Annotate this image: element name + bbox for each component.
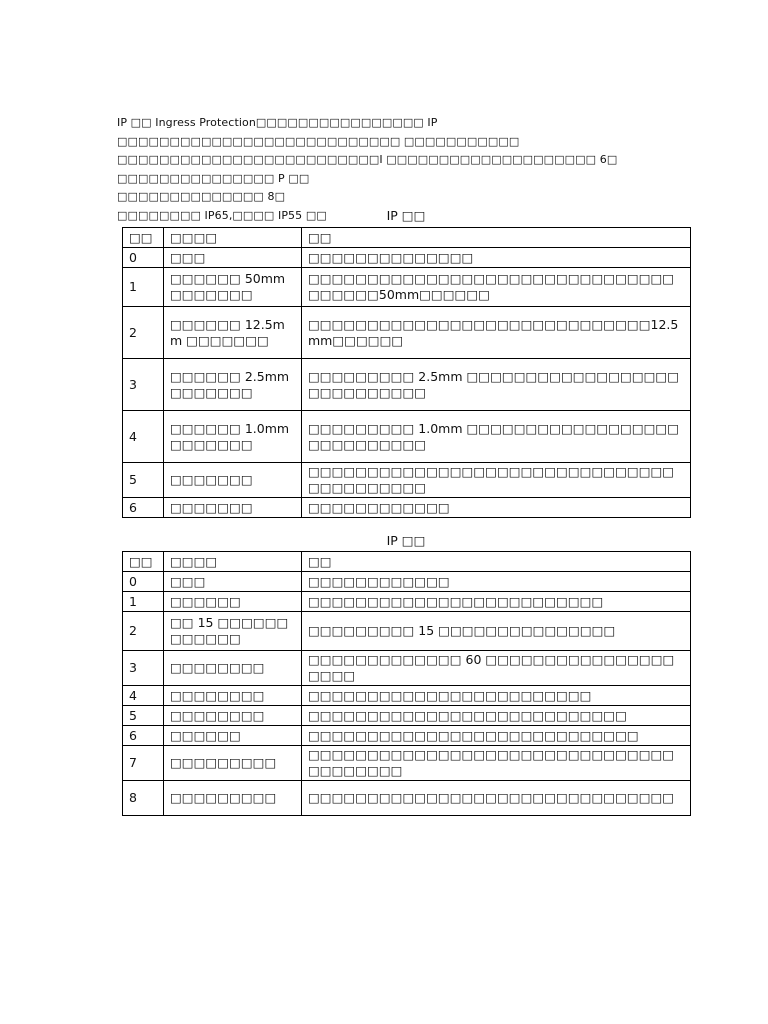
header-level: □□ [123, 552, 164, 572]
header-description: □□ [302, 228, 691, 248]
header-level: □□ [123, 228, 164, 248]
header-description: □□ [302, 552, 691, 572]
level-cell: 4 [123, 411, 164, 463]
water-table-body [123, 552, 691, 816]
description-cell: □□□□□□□□□□□□□ 60 □□□□□□□□□□□□□□□□□□□□ [302, 651, 691, 686]
level-cell: 4 [123, 686, 164, 706]
dust-protection-table [122, 227, 691, 518]
table-row [123, 592, 691, 612]
intro-line: □□□□□□□□□□□□□□ 8□ [117, 190, 286, 203]
description-cell: □□□□□□□□□□□□□□□□□□□□□□□□□□□□□□□ [302, 781, 691, 816]
description-cell: □□□□□□□□□□□□□□□□□□□□□□□□□ [302, 592, 691, 612]
level-cell: 3 [123, 359, 164, 411]
protection-cell: □□□□□□□□ [164, 686, 302, 706]
level-cell: 0 [123, 572, 164, 592]
level-cell: 7 [123, 746, 164, 781]
description-cell: □□□□□□□□□ 1.0mm □□□□□□□□□□□□□□□□□□□□□□□□□□□□ [302, 411, 691, 463]
table-row [123, 651, 691, 686]
description-cell: □□□□□□□□□ 15 □□□□□□□□□□□□□□□ [302, 612, 691, 651]
header-protection: □□□□ [164, 552, 302, 572]
table-row [123, 572, 691, 592]
water-protection-table [122, 551, 691, 816]
description-cell: □□□□□□□□□□□□□□□□□□□□□□□□ [302, 686, 691, 706]
table-header-row [123, 228, 691, 248]
description-cell: □□□□□□□□□ 2.5mm □□□□□□□□□□□□□□□□□□□□□□□□□□□□ [302, 359, 691, 411]
intro-line: IP □□ Ingress Protection□□□□□□□□□□□□□□□□ IP □□□□□□□□□□□□□□□□□□□□□□□□□□□ □□□□□□□□□□□ [117, 116, 520, 148]
protection-cell: □□□□□□□□ [164, 651, 302, 686]
description-cell: □□□□□□□□□□□□□□□□□□□□□□□□□□□□ [302, 726, 691, 746]
level-cell: 6 [123, 498, 164, 518]
protection-cell: □□□ [164, 248, 302, 268]
dust-table-caption: IP □□ [386, 208, 426, 223]
protection-cell: □□□□□□□□□ [164, 746, 302, 781]
water-table-caption: IP □□ [386, 533, 426, 548]
level-cell: 0 [123, 248, 164, 268]
description-cell: □□□□□□□□□□□□□□□□□□□□□□□□□□□ [302, 706, 691, 726]
table-row [123, 706, 691, 726]
table-row [123, 781, 691, 816]
protection-cell: □□□□□□ [164, 726, 302, 746]
table-row [123, 686, 691, 706]
protection-cell: □□□□□□□ [164, 463, 302, 498]
table-row [123, 612, 691, 651]
level-cell: 5 [123, 706, 164, 726]
level-cell: 2 [123, 612, 164, 651]
table-row [123, 726, 691, 746]
protection-cell: □□□□□□ 50mm □□□□□□□ [164, 268, 302, 307]
table-row [123, 463, 691, 498]
table-row [123, 411, 691, 463]
description-cell: □□□□□□□□□□□□□□□□□□□□□□□□□□□□□□□□□□□□□□□ [302, 746, 691, 781]
table-row [123, 359, 691, 411]
protection-cell: □□□□□□□□ [164, 706, 302, 726]
level-cell: 1 [123, 268, 164, 307]
protection-cell: □□□□□□ 12.5mm □□□□□□□ [164, 307, 302, 359]
description-cell: □□□□□□□□□□□□□□ [302, 248, 691, 268]
level-cell: 5 [123, 463, 164, 498]
intro-line: □□□□□□□□□□□□□□□□□□□□□□□□□I □□□□□□□□□□□□□□□□□□□□ 6□ □□□□□□□□□□□□□□□ P □□ [117, 153, 618, 185]
description-cell: □□□□□□□□□□□□ [302, 572, 691, 592]
description-cell: □□□□□□□□□□□□□□□□□□□□□□□□□□□□□12.5mm□□□□□□ [302, 307, 691, 359]
table-row [123, 498, 691, 518]
description-cell: □□□□□□□□□□□□ [302, 498, 691, 518]
protection-cell: □□□ [164, 572, 302, 592]
level-cell: 6 [123, 726, 164, 746]
protection-cell: □□□□□□ 1.0mm □□□□□□□ [164, 411, 302, 463]
table-row [123, 307, 691, 359]
protection-cell: □□□□□□ 2.5mm □□□□□□□ [164, 359, 302, 411]
header-protection: □□□□ [164, 228, 302, 248]
level-cell: 3 [123, 651, 164, 686]
level-cell: 2 [123, 307, 164, 359]
table-row [123, 248, 691, 268]
table-row [123, 268, 691, 307]
description-cell: □□□□□□□□□□□□□□□□□□□□□□□□□□□□□□□□□□□□□□□□□ [302, 463, 691, 498]
level-cell: 1 [123, 592, 164, 612]
protection-cell: □□□□□□□□□ [164, 781, 302, 816]
protection-cell: □□□□□□ [164, 592, 302, 612]
intro-line: □□□□□□□□ IP65,□□□□ IP55 □□ [117, 208, 327, 222]
protection-cell: □□ 15 □□□□□□□□□□□□ [164, 612, 302, 651]
level-cell: 8 [123, 781, 164, 816]
description-cell: □□□□□□□□□□□□□□□□□□□□□□□□□□□□□□□□□□□□□50mm□□□□□□ [302, 268, 691, 307]
dust-table-body [123, 228, 691, 518]
table-header-row [123, 552, 691, 572]
protection-cell: □□□□□□□ [164, 498, 302, 518]
table-row [123, 746, 691, 781]
